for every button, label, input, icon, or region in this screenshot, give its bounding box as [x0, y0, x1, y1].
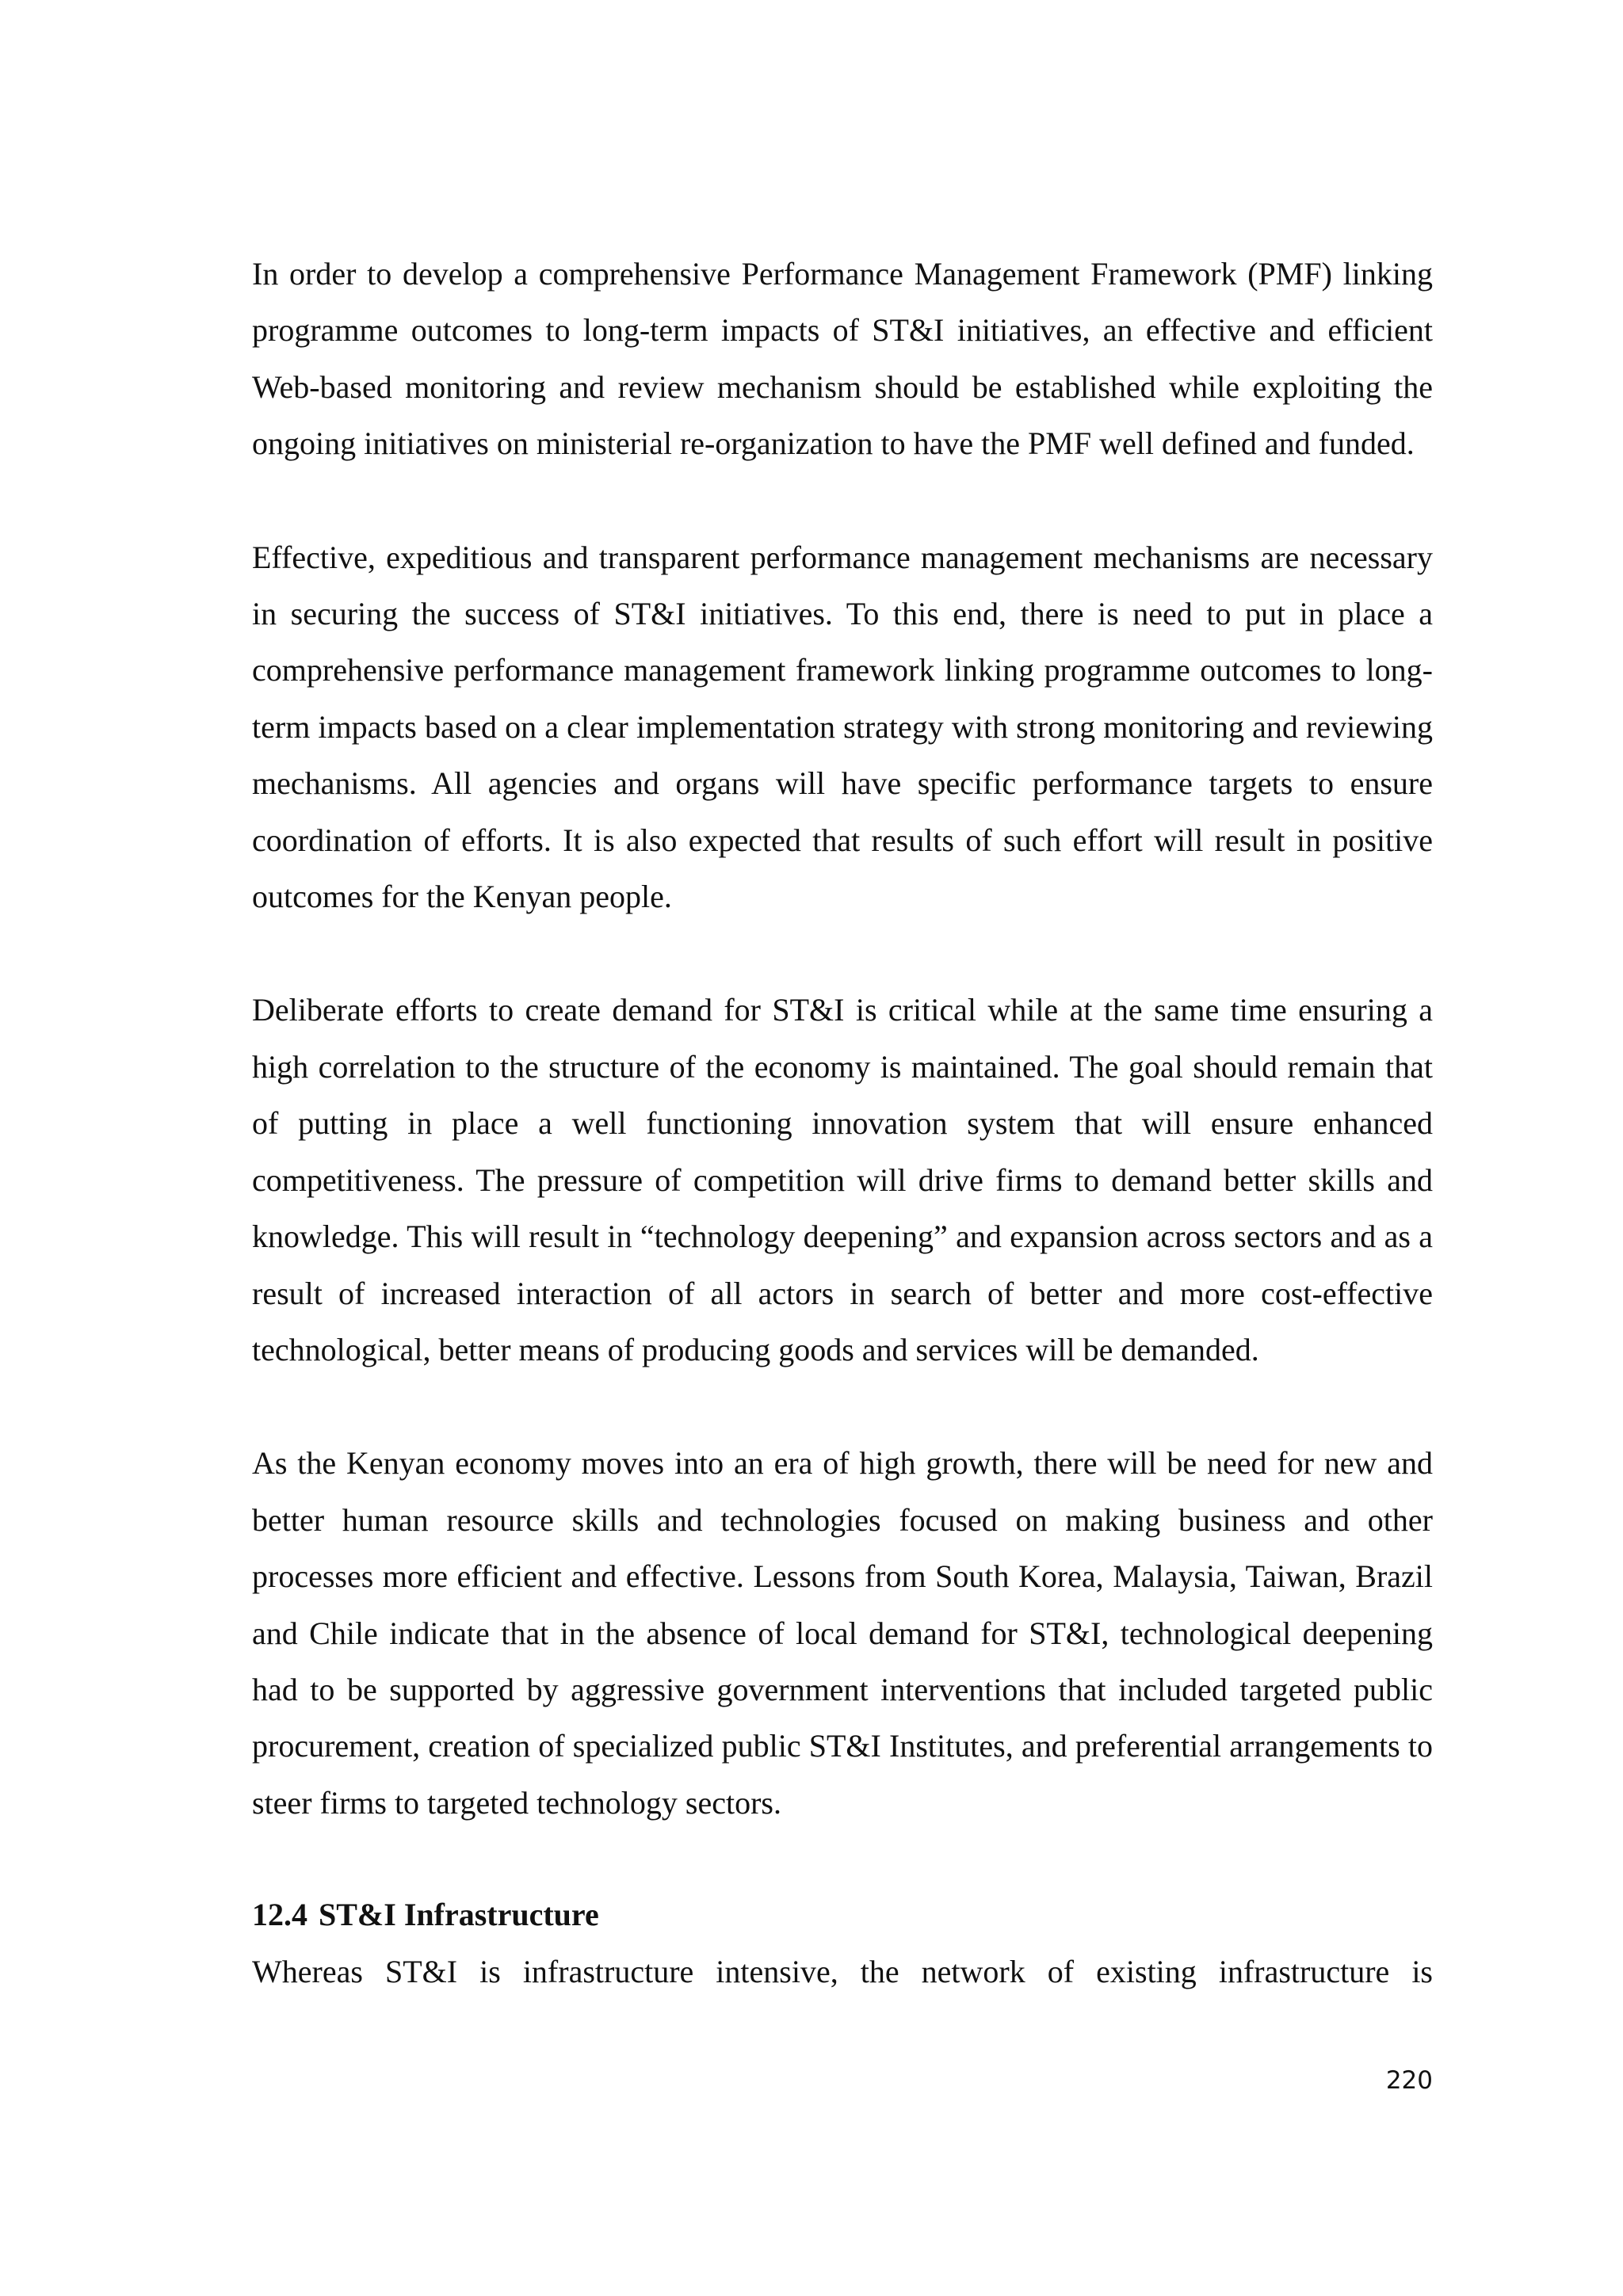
paragraph-demand: Deliberate efforts to create demand for ST&I is critical while at the same time ensuring a high correlation to the structure of the economy is maintained. The goal should remain that of putting in place a well functioning innovation system that will ensure enhanced competitiveness. The pressure of competition will drive firms to demand better skills and knowledge. This will result in “technology deepening” and expansion across sectors and as a result of increased interaction of all actors in search of better and more cost-effective technological, better means of producing goods and services will be demanded. [252, 992, 1433, 1367]
section-first-line: Whereas ST&I is infrastructure intensive, the network of existing infrastructure is [252, 1953, 1433, 1989]
paragraph-pmf: In order to develop a comprehensive Performance Management Framework (PMF) linking programme outcomes to long-term impacts of ST&I initiatives, an effective and efficient Web-based monitoring and review mechanism should be established while exploiting the ongoing initiatives on ministerial re-organization to have the PMF well defined and funded. [252, 256, 1433, 462]
page-number: 220 [1385, 2066, 1433, 2095]
section-heading [252, 1886, 1433, 1943]
page-body [252, 246, 1433, 2000]
paragraph-performance-management: Effective, expeditious and transparent performance management mechanisms are necessary in securing the success of ST&I initiatives. To this end, there is need to put in place a comprehensive performance management framework linking programme outcomes to long-term impacts based on a clear implementation strategy with strong monitoring and reviewing mechanisms. All agencies and organs will have specific performance targets to ensure coordination of efforts. It is also expected that results of such effort will result in positive outcomes for the Kenyan people. [252, 539, 1433, 915]
section-title: ST&I Infrastructure [319, 1897, 599, 1933]
paragraph-economy-growth: As the Kenyan economy moves into an era of high growth, there will be need for new and better human resource skills and technologies focused on making business and other processes more efficient and effective. Lessons from South Korea, Malaysia, Taiwan, Brazil and Chile indicate that in the absence of local demand for ST&I, technological deepening had to be supported by aggressive government interventions that included targeted public procurement, creation of specialized public ST&I Institutes, and preferential arrangements to steer firms to targeted technology sectors. [252, 1445, 1433, 1821]
section-number: 12.4 [252, 1897, 307, 1933]
